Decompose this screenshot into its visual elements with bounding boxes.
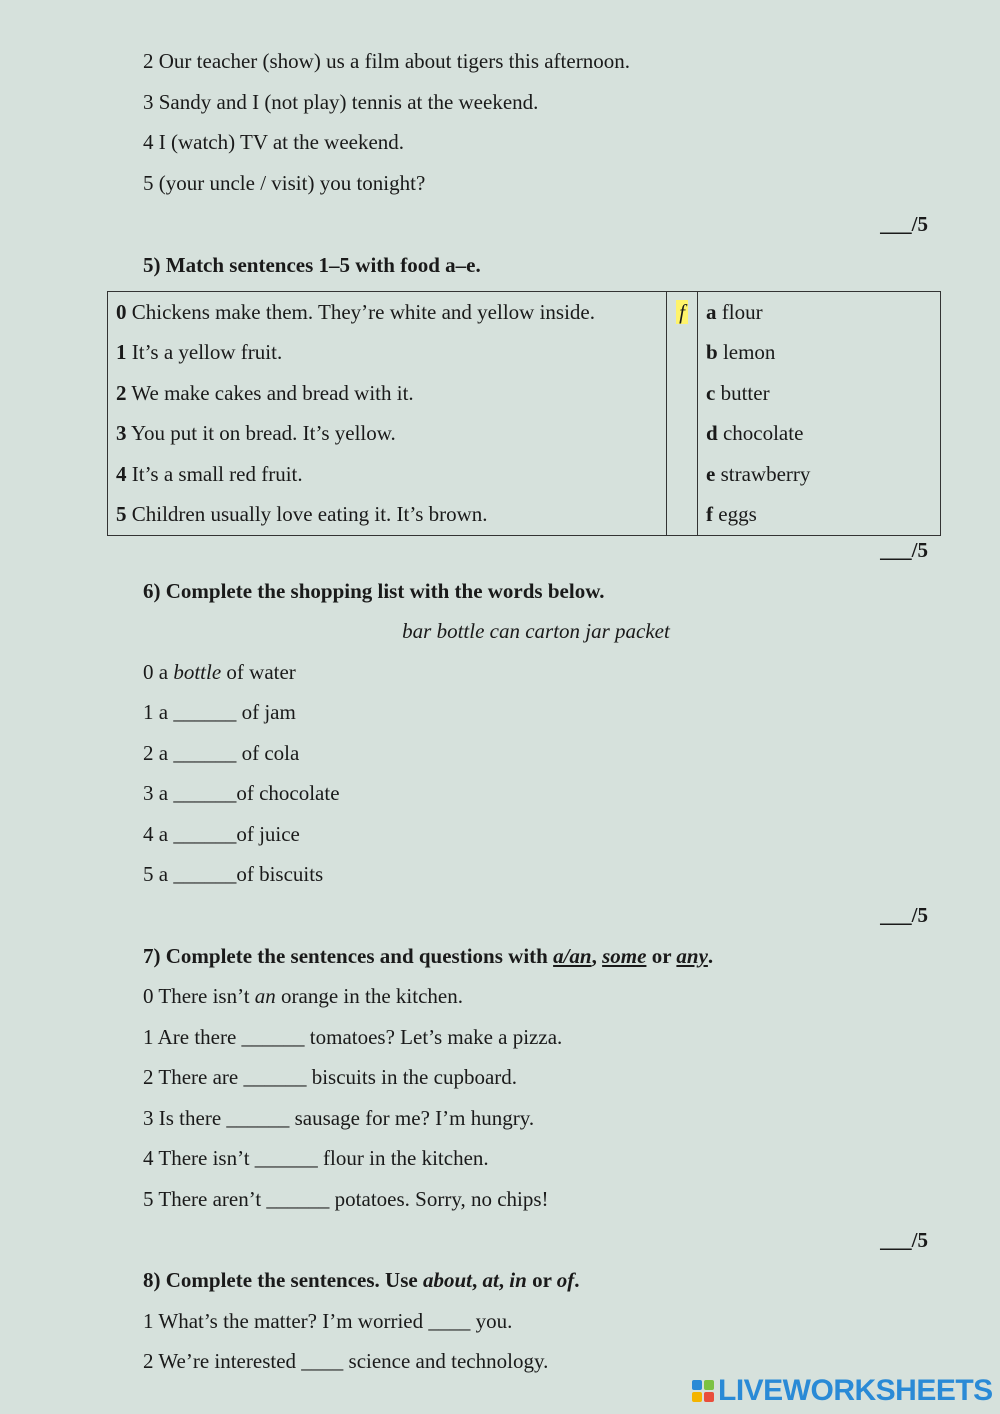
keyword-of: of — [556, 1268, 575, 1292]
separator-or: or — [526, 1268, 557, 1292]
match-sentence — [108, 333, 667, 374]
keyword-in: in — [509, 1268, 527, 1292]
exercise-5-score: ___/5 — [880, 538, 928, 562]
match-answer-cell[interactable] — [667, 333, 698, 374]
example-prefix: 0 There isn’t — [143, 984, 255, 1008]
match-answer-cell[interactable] — [667, 454, 698, 495]
keyword-at: at — [482, 1268, 499, 1292]
exercise-8-item-1[interactable]: 1 What’s the matter? I’m worried ____ you. — [143, 1309, 513, 1333]
sentence-text: We make cakes and bread with it. — [131, 380, 414, 405]
period: . — [574, 1268, 580, 1292]
exercise-5-heading: 5) Match sentences 1–5 with food a–e. — [143, 253, 481, 277]
match-sentence — [108, 495, 667, 536]
sentence-text: Chickens make them. They’re white and yellow inside. — [131, 299, 595, 324]
match-answer-cell[interactable] — [667, 292, 698, 333]
period: . — [707, 944, 714, 968]
exercise-6-item-1[interactable]: 1 a ______ of jam — [143, 700, 296, 724]
separator: , — [471, 1268, 483, 1292]
logo-mark-icon — [692, 1380, 714, 1402]
sentence-text: You put it on bread. It’s yellow. — [130, 421, 396, 446]
exercise-7-item-4[interactable]: 4 There isn’t ______ flour in the kitchen. — [143, 1146, 489, 1170]
example-suffix: of water — [221, 660, 296, 684]
food-letter: a — [706, 299, 717, 324]
liveworksheets-logo — [692, 1376, 993, 1406]
food-letter: f — [706, 502, 713, 527]
keyword-some: some — [602, 944, 647, 968]
exercise-4-item-2: 2 Our teacher (show) us a film about tigers this afternoon. — [143, 49, 630, 73]
heading-text: 8) Complete the sentences. Use — [143, 1268, 423, 1292]
exercise-8-item-2[interactable]: 2 We’re interested ____ science and technology. — [143, 1349, 549, 1373]
match-row — [108, 333, 941, 374]
exercise-4-item-3: 3 Sandy and I (not play) tennis at the weekend. — [143, 90, 539, 114]
match-row — [108, 454, 941, 495]
match-table — [107, 291, 941, 536]
match-row — [108, 414, 941, 455]
brand-name: LIVEWORKSHEETS — [718, 1374, 993, 1407]
example-prefix: 0 a — [143, 660, 174, 684]
match-food — [698, 333, 941, 374]
exercise-7-example — [143, 983, 463, 1009]
food-letter: b — [706, 340, 718, 365]
keyword-about: about — [422, 1268, 472, 1292]
match-row — [108, 292, 941, 333]
example-suffix: orange in the kitchen. — [275, 984, 463, 1008]
word-bank: bar bottle can carton jar packet — [402, 619, 670, 643]
food-letter: c — [706, 380, 716, 405]
food-name: flour — [721, 299, 763, 324]
match-sentence — [108, 414, 667, 455]
exercise-6-heading: 6) Complete the shopping list with the words below. — [143, 579, 605, 603]
food-name: lemon — [722, 340, 776, 365]
exercise-6-example — [143, 659, 296, 685]
exercise-8-heading — [143, 1267, 580, 1293]
keyword-any: any — [676, 944, 708, 968]
sentence-text: It’s a small red fruit. — [131, 461, 303, 486]
sentence-number: 3 — [116, 421, 127, 446]
exercise-4-item-4: 4 I (watch) TV at the weekend. — [143, 130, 405, 154]
food-letter: d — [706, 421, 718, 446]
match-row — [108, 495, 941, 536]
separator: , — [591, 944, 603, 968]
sentence-number: 2 — [116, 380, 127, 405]
sentence-text: Children usually love eating it. It’s brown. — [131, 502, 488, 527]
match-food — [698, 292, 941, 333]
exercise-7-score: ___/5 — [880, 1228, 928, 1252]
exercise-7-item-5[interactable]: 5 There aren’t ______ potatoes. Sorry, no chips! — [143, 1187, 549, 1211]
match-sentence — [108, 454, 667, 495]
exercise-4-score: ___/5 — [880, 212, 928, 236]
exercise-4-item-5: 5 (your uncle / visit) you tonight? — [143, 171, 426, 195]
separator: , — [498, 1268, 510, 1292]
match-food — [698, 373, 941, 414]
exercise-7-item-1[interactable]: 1 Are there ______ tomatoes? Let’s make a pizza. — [143, 1025, 563, 1049]
food-letter: e — [706, 461, 716, 486]
food-name: eggs — [718, 502, 757, 527]
heading-text: 7) Complete the sentences and questions with — [143, 944, 554, 968]
match-food — [698, 454, 941, 495]
food-name: strawberry — [720, 461, 811, 486]
sentence-number: 0 — [116, 299, 127, 324]
sentence-number: 5 — [116, 502, 127, 527]
match-food — [698, 495, 941, 536]
match-answer-cell[interactable] — [667, 495, 698, 536]
sentence-text: It’s a yellow fruit. — [131, 340, 283, 365]
match-row — [108, 373, 941, 414]
sentence-number: 4 — [116, 461, 127, 486]
food-name: chocolate — [722, 421, 804, 446]
match-sentence — [108, 373, 667, 414]
exercise-7-item-2[interactable]: 2 There are ______ biscuits in the cupboard. — [143, 1065, 518, 1089]
match-answer-cell[interactable] — [667, 373, 698, 414]
separator-or: or — [646, 944, 677, 968]
match-answer-cell[interactable] — [667, 414, 698, 455]
keyword-a-an: a/an — [553, 944, 592, 968]
exercise-7-heading — [143, 943, 713, 969]
sentence-number: 1 — [116, 340, 127, 365]
exercise-7-item-3[interactable]: 3 Is there ______ sausage for me? I’m hungry. — [143, 1106, 535, 1130]
exercise-6-item-3[interactable]: 3 a ______of chocolate — [143, 781, 340, 805]
exercise-6-item-5[interactable]: 5 a ______of biscuits — [143, 862, 324, 886]
example-word: an — [254, 984, 276, 1008]
match-sentence — [108, 292, 667, 333]
exercise-6-score: ___/5 — [880, 903, 928, 927]
match-answer: f — [676, 300, 688, 324]
exercise-6-item-4[interactable]: 4 a ______of juice — [143, 822, 300, 846]
food-name: butter — [720, 380, 770, 405]
exercise-6-item-2[interactable]: 2 a ______ of cola — [143, 741, 300, 765]
example-word: bottle — [173, 660, 222, 684]
match-food — [698, 414, 941, 455]
